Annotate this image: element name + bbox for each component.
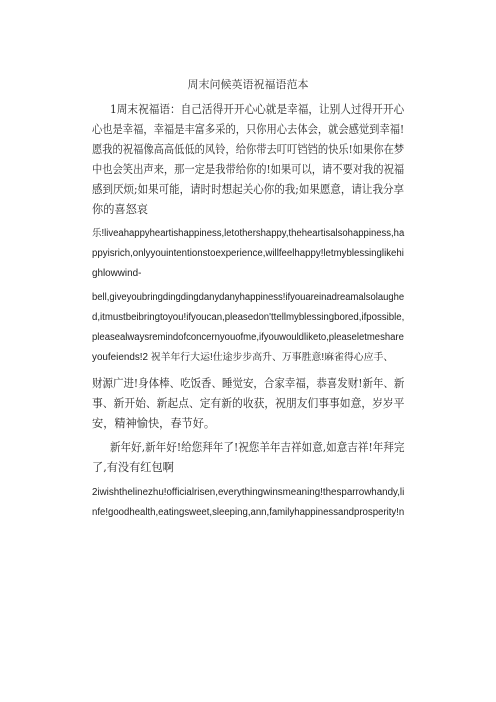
paragraph-line: ppyisrich,onlyyouintentionstoexperience,willfeelhappy!letmyblessinglikehi <box>92 248 404 259</box>
paragraph-line: d,itmustbeibringtoyou!ifyoucan,pleasedon'ttellmyblessingbored,ifpossible, <box>92 312 405 323</box>
paragraph-line: 财源广进!身体棒、吃饭香、睡觉安，合家幸福，恭喜发财!新年、新 <box>92 377 405 390</box>
paragraph-line: youfeiends!2 祝羊年行大运!仕途步步高升、万事胜意!麻雀得心应手、 <box>92 352 394 363</box>
paragraph-line: 中也会笑出声来，那一定是我带给你的!如果可以，请不要对我的祝福 <box>92 163 405 176</box>
paragraph-line: ghlowwind- <box>92 268 142 279</box>
paragraph-line: bell,giveyoubringdingdingdanydanyhappiness!ifyouareinadreamalsolaughe <box>92 292 405 303</box>
paragraph-line: 愿我的祝福像高高低低的风铃，给你带去叮叮铛铛的快乐!如果你在梦 <box>92 143 405 156</box>
paragraph-line: 事、新开始、新起点、定有新的收获，祝朋友们事事如意，岁岁平 <box>92 397 405 410</box>
paragraph-line: 感到厌烦;如果可能，请时时想起关心你的我;如果愿意，请让我分享 <box>92 183 404 196</box>
paragraph-line: nfe!goodhealth,eatingsweet,sleeping,ann,familyhappinessandprosperity!n <box>92 507 405 518</box>
paragraph-line: 安，精神愉快，春节好。 <box>92 417 216 430</box>
paragraph-line: 你的喜怒哀 <box>92 203 148 216</box>
paragraph-line: 1周末祝福语：自己活得开开心心就是幸福，让别人过得开开心 <box>110 103 405 116</box>
document-title: 周末问候英语祝福语范本 <box>187 78 309 91</box>
paragraph-line: 了,有没有红包啊 <box>92 461 174 474</box>
paragraph-line: 2iwishthelinezhu!officialrisen,everythingwinsmeaning!thesparrowhandy,li <box>92 487 405 498</box>
paragraph-line: pleasealwaysremindofconcernyouofme,ifyouwouldliketo,pleaseletmeshare <box>92 332 404 343</box>
paragraph-line: 新年好,新年好!给您拜年了!祝您羊年吉祥如意,如意吉祥!年拜完 <box>110 441 405 454</box>
paragraph-line: 乐!liveahappyheartishappiness,letothershappy,theheartisalsohappiness,ha <box>92 228 405 239</box>
paragraph-line: 心也是幸福，幸福是丰富多采的，只你用心去体会，就会感觉到幸福! <box>92 123 405 136</box>
